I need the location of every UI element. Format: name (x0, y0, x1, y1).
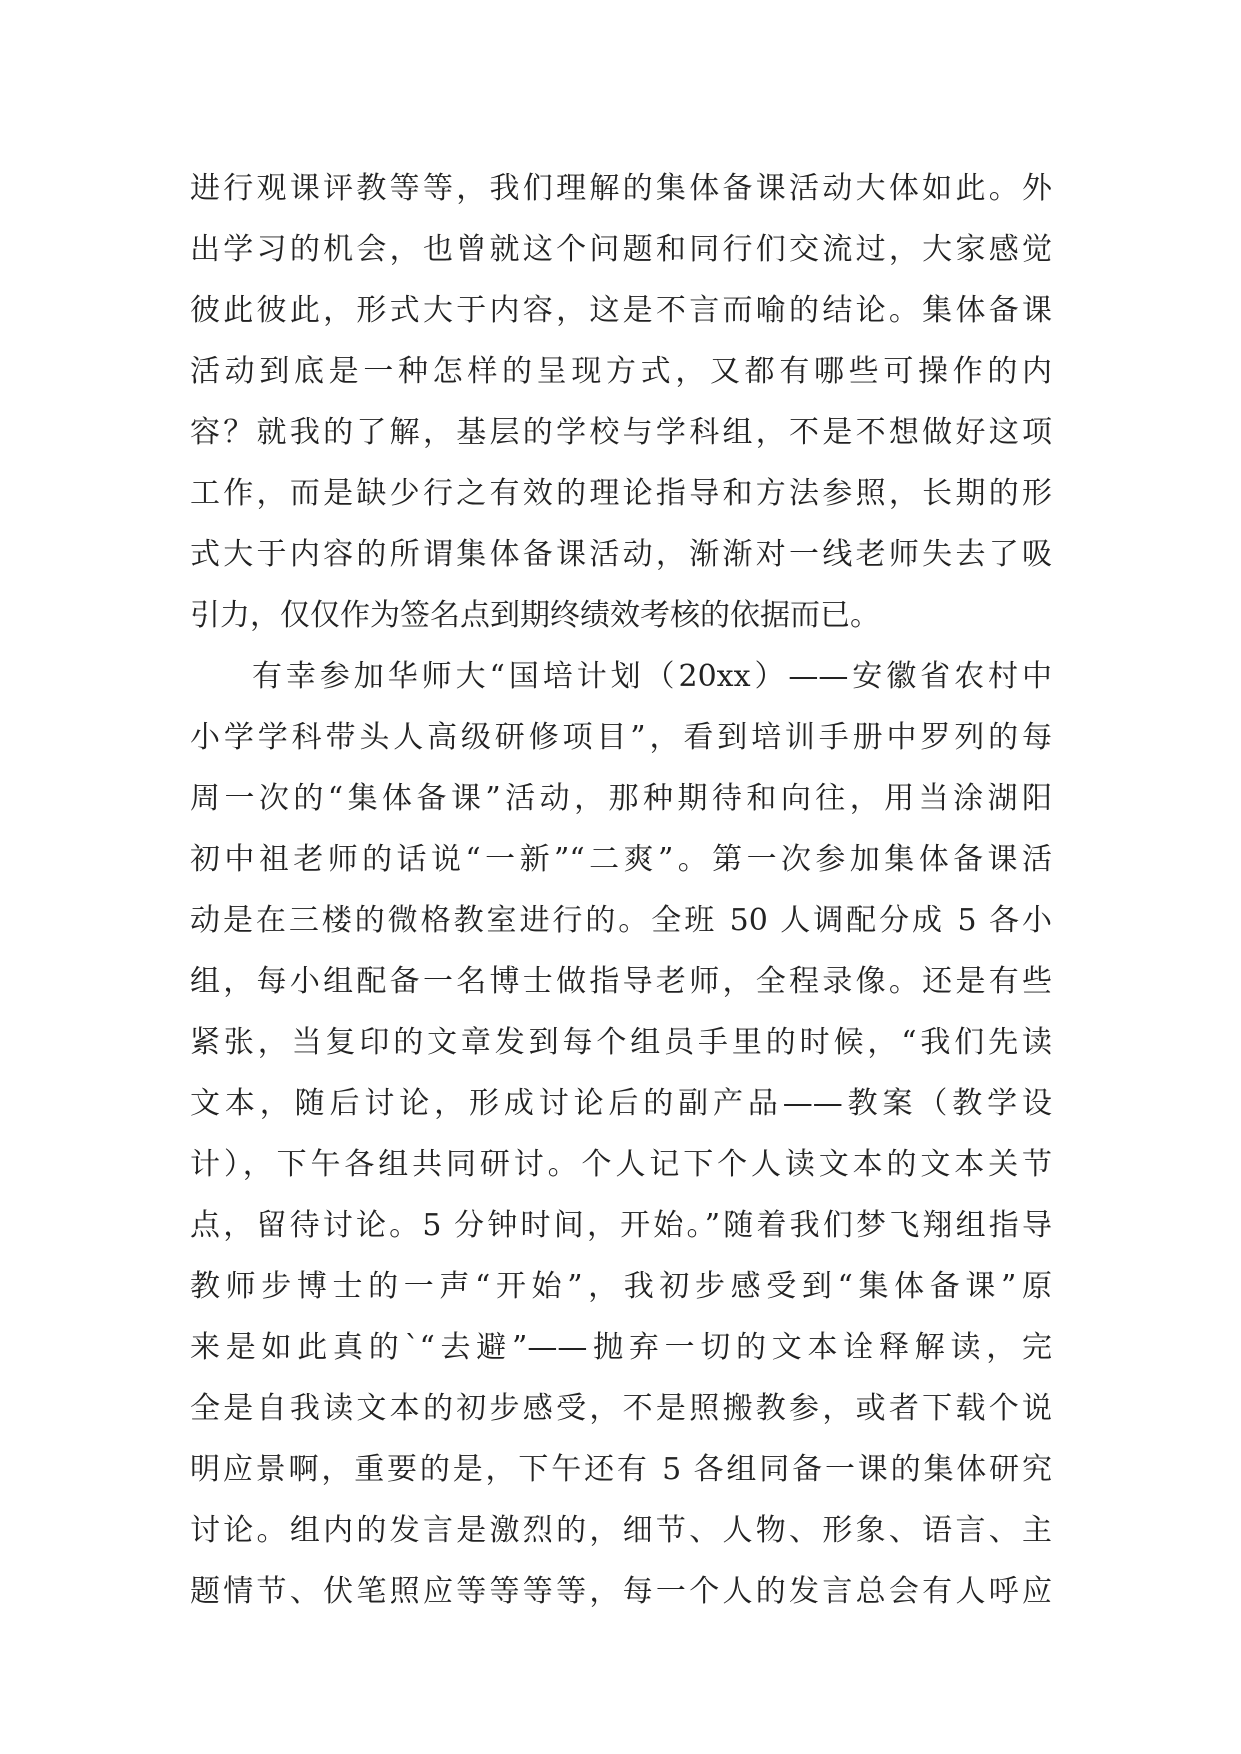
text-line: 彼此彼此，形式大于内容，这是不言而喻的结论。集体备课 (190, 293, 1052, 328)
text-line: 出学习的机会，也曾就这个问题和同行们交流过，大家感觉 (190, 232, 1052, 267)
text-line: 题情节、伏笔照应等等等等，每一个人的发言总会有人呼应 (190, 1574, 1052, 1609)
text-line: 初中祖老师的话说“一新”“二爽”。第一次参加集体备课活 (190, 842, 1052, 877)
text-line: 明应景啊，重要的是，下午还有 5 各组同备一课的集体研究 (190, 1452, 1052, 1487)
text-line: 全是自我读文本的初步感受，不是照搬教参，或者下载个说 (190, 1391, 1052, 1426)
text-line: 计），下午各组共同研讨。个人记下个人读文本的文本关节 (190, 1147, 1052, 1182)
body-text (190, 158, 1052, 1622)
text-line: 教师步博士的一声“开始”，我初步感受到“集体备课”原 (190, 1269, 1052, 1304)
paragraph-end-line: 引力，仅仅作为签名点到期终绩效考核的依据而已。 (190, 598, 880, 633)
text-line: 活动到底是一种怎样的呈现方式，又都有哪些可操作的内 (190, 354, 1052, 389)
text-line: 工作，而是缺少行之有效的理论指导和方法参照，长期的形 (190, 476, 1052, 511)
text-line: 动是在三楼的微格教室进行的。全班 50 人调配分成 5 各小 (190, 903, 1052, 938)
paragraph-start-line: 有幸参加华师大“国培计划（20xx）——安徽省农村中 (252, 659, 1052, 694)
text-line: 组，每小组配备一名博士做指导老师，全程录像。还是有些 (190, 964, 1052, 999)
text-line: 小学学科带头人高级研修项目”，看到培训手册中罗列的每 (190, 720, 1052, 755)
text-line: 式大于内容的所谓集体备课活动，渐渐对一线老师失去了吸 (190, 537, 1052, 572)
text-line: 紧张，当复印的文章发到每个组员手里的时候，“我们先读 (190, 1025, 1052, 1060)
text-line: 周一次的“集体备课”活动，那种期待和向往，用当涂湖阳 (190, 781, 1052, 816)
text-line: 容？就我的了解，基层的学校与学科组，不是不想做好这项 (190, 415, 1052, 450)
text-line: 讨论。组内的发言是激烈的，细节、人物、形象、语言、主 (190, 1513, 1052, 1548)
text-line: 来是如此真的`“去避”——抛弃一切的文本诠释解读，完 (190, 1330, 1052, 1365)
text-line: 文本，随后讨论，形成讨论后的副产品——教案（教学设 (190, 1086, 1052, 1121)
text-line: 点，留待讨论。5 分钟时间，开始。”随着我们梦飞翔组指导 (190, 1208, 1052, 1243)
text-line: 进行观课评教等等，我们理解的集体备课活动大体如此。外 (190, 171, 1052, 206)
